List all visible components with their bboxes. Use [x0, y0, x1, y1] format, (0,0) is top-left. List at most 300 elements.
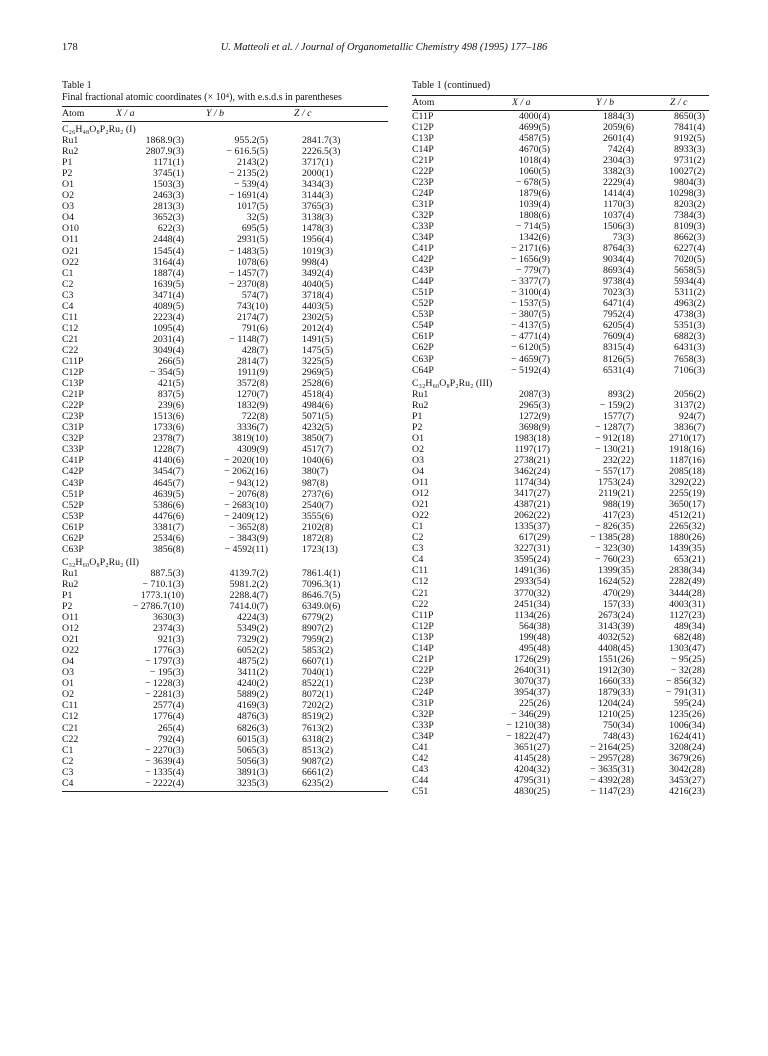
- z-cell: 3144(3): [302, 190, 334, 202]
- x-cell: 3652(3): [152, 212, 184, 224]
- z-cell: 1303(47): [669, 642, 705, 654]
- atom-cell: C23P: [62, 411, 84, 423]
- x-cell: − 5192(4): [511, 364, 550, 376]
- table-row: [412, 576, 709, 587]
- x-cell: 1887(4): [152, 267, 184, 279]
- z-cell: 2710(17): [669, 432, 705, 444]
- table1-continued-header-row: [412, 95, 709, 110]
- z-cell: 8109(3): [673, 220, 705, 232]
- z-cell: 6235(2): [302, 777, 334, 789]
- x-cell: 4587(5): [518, 132, 550, 144]
- table-row: [412, 654, 709, 665]
- table-row: [412, 254, 709, 265]
- z-cell: 3555(6): [302, 510, 334, 522]
- z-cell: 8662(3): [673, 232, 705, 244]
- atom-cell: C53P: [412, 309, 434, 321]
- x-cell: 4476(6): [152, 510, 184, 522]
- y-cell: 8764(3): [602, 243, 634, 255]
- atom-cell: P1: [62, 157, 73, 169]
- table-row: [412, 698, 709, 709]
- x-cell: 199(48): [518, 631, 550, 643]
- y-cell: 1506(3): [602, 220, 634, 232]
- x-cell: − 2171(6): [511, 243, 550, 255]
- table-row: [62, 656, 388, 667]
- atom-cell: C1: [62, 744, 74, 756]
- table1-caption: Final fractional atomic coordinates (× 10⁴), with e.s.d.s in parentheses: [62, 91, 342, 103]
- table1-body: [62, 122, 388, 789]
- x-cell: 1503(3): [152, 179, 184, 191]
- z-cell: − 791(31): [666, 686, 705, 698]
- z-cell: 3453(27): [669, 775, 705, 787]
- y-cell: 7609(4): [602, 331, 634, 343]
- z-cell: 4963(2): [673, 298, 705, 310]
- table-row: [412, 764, 709, 775]
- x-cell: 2738(21): [514, 454, 550, 466]
- atom-cell: C61P: [62, 521, 84, 533]
- y-cell: 6471(4): [602, 298, 634, 310]
- page-header: [62, 42, 706, 58]
- z-cell: 1872(8): [302, 532, 334, 544]
- table-row: [62, 268, 388, 279]
- y-cell: 1078(6): [236, 256, 268, 268]
- atom-cell: P2: [62, 168, 73, 180]
- z-cell: 9731(2): [673, 154, 705, 166]
- z-cell: 1187(16): [669, 454, 705, 466]
- x-cell: 4145(28): [514, 753, 550, 765]
- x-cell: 4204(32): [514, 764, 550, 776]
- atom-cell: Ru2: [62, 146, 79, 158]
- y-cell: 4408(45): [598, 642, 634, 654]
- y-cell: 4875(2): [236, 656, 268, 668]
- table-row: [62, 157, 388, 168]
- x-cell: 2378(7): [152, 433, 184, 445]
- atom-cell: Ru1: [412, 388, 429, 400]
- y-cell: 4876(3): [236, 711, 268, 723]
- atom-cell: C24P: [412, 187, 434, 199]
- x-cell: 421(5): [157, 378, 184, 390]
- table-row: [62, 466, 388, 477]
- atom-cell: C13P: [412, 132, 434, 144]
- y-cell: 7414.0(7): [229, 601, 268, 613]
- x-cell: 1983(18): [514, 432, 550, 444]
- z-cell: 4518(4): [302, 389, 334, 401]
- z-cell: − 32(28): [670, 664, 705, 676]
- atom-cell: C54P: [412, 320, 434, 332]
- z-cell: 2969(5): [302, 367, 334, 379]
- atom-cell: O3: [412, 454, 424, 466]
- z-cell: 987(8): [302, 477, 329, 489]
- z-cell: 8646.7(5): [302, 589, 341, 601]
- atom-cell: C2: [412, 532, 424, 544]
- atom-cell: C51P: [412, 287, 434, 299]
- y-cell: − 4592(11): [224, 543, 268, 555]
- z-cell: 924(7): [678, 410, 705, 422]
- table-row: [412, 643, 709, 654]
- x-cell: 4670(5): [518, 143, 550, 155]
- atom-cell: C22P: [412, 664, 434, 676]
- atom-cell: Ru2: [62, 578, 79, 590]
- atom-cell: C12: [412, 576, 429, 588]
- y-cell: 2814(7): [236, 355, 268, 367]
- x-cell: 3651(27): [514, 742, 550, 754]
- y-cell: 1832(9): [236, 400, 268, 412]
- table-row: [412, 775, 709, 786]
- x-cell: 1491(36): [514, 565, 550, 577]
- z-cell: 489(34): [673, 620, 705, 632]
- atom-cell: C3: [412, 543, 424, 555]
- table-row: [412, 133, 709, 144]
- y-cell: 9738(4): [602, 276, 634, 288]
- y-cell: 6826(3): [236, 722, 268, 734]
- atom-cell: C11: [62, 700, 78, 712]
- atom-cell: C34P: [412, 731, 434, 743]
- x-cell: 265(4): [157, 722, 184, 734]
- x-cell: 3770(32): [514, 587, 550, 599]
- x-cell: 1228(7): [152, 444, 184, 456]
- table-row: [62, 723, 388, 734]
- y-cell: 791(6): [241, 322, 268, 334]
- atom-cell: C43P: [412, 265, 434, 277]
- table-row: [412, 565, 709, 576]
- y-cell: 9034(4): [602, 254, 634, 266]
- x-cell: − 1797(3): [145, 656, 184, 668]
- x-cell: − 2786.7(10): [132, 601, 184, 613]
- x-cell: 1018(4): [518, 154, 550, 166]
- x-cell: 617(29): [518, 532, 550, 544]
- atom-cell: C4: [412, 554, 424, 566]
- table-row: [412, 199, 709, 210]
- y-cell: − 826(35): [595, 521, 634, 533]
- z-cell: 7096.3(1): [302, 578, 341, 590]
- y-cell: 574(7): [241, 289, 268, 301]
- y-cell: 2288.4(7): [229, 589, 268, 601]
- compound-formula: C₃₂H₆₀O₈P₂Ru₂ (III): [412, 377, 493, 389]
- z-cell: − 95(25): [670, 653, 705, 665]
- y-cell: 232(22): [602, 454, 634, 466]
- y-cell: 417(23): [602, 510, 634, 522]
- table1-header-row: [62, 107, 388, 122]
- table-row: [412, 342, 709, 353]
- atom-cell: C41P: [62, 455, 84, 467]
- table-row: [412, 477, 709, 488]
- table-row: [62, 146, 388, 157]
- atom-cell: C32P: [412, 709, 434, 721]
- table-row: [62, 544, 388, 555]
- x-cell: 2062(22): [514, 510, 550, 522]
- z-cell: 3850(7): [302, 433, 334, 445]
- table-row: [62, 356, 388, 367]
- atom-cell: P2: [62, 601, 73, 613]
- x-cell: 1776(4): [152, 711, 184, 723]
- z-cell: 2226.5(3): [302, 146, 341, 158]
- x-cell: 1342(6): [518, 232, 550, 244]
- z-cell: 998(4): [302, 256, 329, 268]
- x-cell: 3595(24): [514, 554, 550, 566]
- atom-cell: C64P: [412, 364, 434, 376]
- z-cell: 8513(2): [302, 744, 334, 756]
- atom-cell: O4: [412, 466, 424, 477]
- z-cell: 1956(4): [302, 234, 334, 246]
- y-cell: 8693(4): [602, 265, 634, 277]
- header-atom: Atom: [62, 108, 85, 119]
- z-cell: 2282(49): [669, 576, 705, 588]
- x-cell: 3227(31): [514, 543, 550, 555]
- y-cell: 2673(24): [598, 609, 634, 621]
- y-cell: 3819(10): [232, 433, 268, 445]
- y-cell: 1879(33): [598, 686, 634, 698]
- y-cell: − 616.5(5): [226, 146, 268, 158]
- y-cell: − 2076(8): [229, 488, 268, 500]
- table1-continued-column: [412, 80, 709, 797]
- header-z: Z / c: [294, 108, 312, 119]
- x-cell: 1174(34): [514, 477, 550, 489]
- y-cell: − 4392(28): [590, 775, 634, 787]
- atom-cell: C4: [62, 777, 74, 789]
- table-row: [412, 110, 709, 122]
- table-row: [62, 223, 388, 234]
- z-cell: 1006(34): [669, 720, 705, 732]
- table-row: [412, 276, 709, 287]
- atom-cell: C62P: [412, 342, 434, 354]
- x-cell: 2807.9(3): [145, 146, 184, 158]
- atom-cell: C31P: [412, 697, 434, 709]
- table-row: [62, 568, 388, 579]
- x-cell: 3417(27): [514, 488, 550, 500]
- table-row: [62, 634, 388, 645]
- table1: [62, 106, 388, 789]
- z-cell: 1491(5): [302, 333, 334, 345]
- table-row: [62, 711, 388, 722]
- y-cell: − 760(23): [595, 554, 634, 566]
- table-row: [412, 444, 709, 455]
- y-cell: 4224(3): [236, 612, 268, 624]
- z-cell: 3292(22): [669, 477, 705, 489]
- atom-cell: C52P: [62, 499, 84, 511]
- y-cell: 4139.7(2): [229, 567, 268, 579]
- x-cell: 792(4): [157, 733, 184, 745]
- y-cell: 1399(35): [598, 565, 634, 577]
- y-cell: 32(5): [246, 212, 268, 224]
- table-row: [412, 309, 709, 320]
- y-cell: 2601(4): [602, 132, 634, 144]
- atom-cell: C13P: [412, 631, 434, 643]
- atom-cell: C33P: [62, 444, 84, 456]
- z-cell: 9804(3): [673, 176, 705, 188]
- x-cell: 3462(24): [514, 466, 550, 477]
- x-cell: 2463(3): [152, 190, 184, 202]
- z-cell: 5311(2): [674, 287, 705, 299]
- table-row: [412, 298, 709, 309]
- x-cell: 1272(9): [518, 410, 550, 422]
- x-cell: 2451(34): [514, 598, 550, 610]
- table-row: [412, 331, 709, 342]
- table1-continued: [412, 95, 709, 798]
- z-cell: 5658(5): [673, 265, 705, 277]
- z-cell: 3717(1): [302, 157, 334, 169]
- x-cell: 2087(3): [518, 388, 550, 400]
- section-label-row: [412, 376, 709, 389]
- x-cell: 3745(1): [152, 168, 184, 180]
- atom-cell: C22: [62, 344, 79, 356]
- z-cell: 2302(5): [302, 311, 334, 323]
- atom-cell: C32P: [62, 433, 84, 445]
- atom-cell: C12P: [412, 620, 434, 632]
- table-row: [412, 665, 709, 676]
- atom-cell: C42P: [412, 254, 434, 266]
- y-cell: 750(34): [602, 720, 634, 732]
- y-cell: 3572(8): [236, 378, 268, 390]
- y-cell: 3891(3): [236, 766, 268, 778]
- y-cell: − 3652(8): [229, 521, 268, 533]
- x-cell: 1808(6): [518, 209, 550, 221]
- atom-cell: O21: [62, 634, 79, 646]
- atom-cell: O22: [62, 256, 79, 268]
- x-cell: 1773.1(10): [140, 589, 184, 601]
- atom-cell: O21: [412, 499, 429, 511]
- x-cell: 2933(54): [514, 576, 550, 588]
- z-cell: 4216(23): [669, 786, 705, 798]
- x-cell: 1879(6): [518, 187, 550, 199]
- atom-cell: P1: [62, 589, 73, 601]
- atom-cell: C12: [62, 711, 79, 723]
- atom-cell: C21P: [412, 154, 434, 166]
- y-cell: 7329(2): [236, 634, 268, 646]
- y-cell: 1204(24): [598, 697, 634, 709]
- z-cell: 2255(19): [669, 488, 705, 500]
- table-row: [412, 543, 709, 554]
- atom-cell: C43: [412, 764, 429, 776]
- z-cell: 380(7): [302, 466, 329, 478]
- z-cell: 2841.7(3): [302, 135, 341, 147]
- atom-cell: C44: [412, 775, 429, 787]
- z-cell: 3718(4): [302, 289, 334, 301]
- atom-cell: C21P: [62, 389, 84, 401]
- atom-cell: O1: [62, 678, 74, 690]
- atom-cell: C23P: [412, 675, 434, 687]
- z-cell: 3042(28): [669, 764, 705, 776]
- y-cell: 1884(3): [602, 110, 634, 122]
- atom-cell: C11: [412, 565, 428, 577]
- y-cell: − 3635(31): [590, 764, 634, 776]
- z-cell: 682(48): [673, 631, 705, 643]
- table-row: [412, 188, 709, 199]
- atom-cell: C1: [412, 521, 424, 533]
- y-cell: 742(4): [607, 143, 634, 155]
- atom-cell: C21: [62, 722, 79, 734]
- table-row: [412, 709, 709, 720]
- y-cell: 1270(7): [236, 389, 268, 401]
- x-cell: − 1537(5): [511, 298, 550, 310]
- x-cell: − 3100(4): [511, 287, 550, 299]
- z-cell: 7861.4(1): [302, 567, 341, 579]
- atom-cell: O11: [62, 234, 79, 246]
- table-row: [412, 221, 709, 232]
- table-row: [62, 601, 388, 612]
- compound-formula: C₂₆H₄₈O₈P₂Ru₂ (I): [62, 124, 136, 135]
- y-cell: 743(10): [236, 300, 268, 312]
- page-number: 178: [62, 42, 78, 53]
- z-cell: 5853(2): [302, 645, 334, 657]
- table-row: [62, 301, 388, 312]
- y-cell: 5349(2): [236, 623, 268, 635]
- table-row: [412, 676, 709, 687]
- x-cell: 239(6): [157, 400, 184, 412]
- atom-cell: O4: [62, 656, 74, 668]
- table-row: [412, 422, 709, 433]
- y-cell: 6052(2): [236, 645, 268, 657]
- x-cell: − 3807(5): [511, 309, 550, 321]
- y-cell: 4240(2): [236, 678, 268, 690]
- x-cell: − 1822(47): [506, 731, 550, 743]
- x-cell: 1197(17): [514, 443, 550, 455]
- table-row: [412, 232, 709, 243]
- table-row: [62, 323, 388, 334]
- atom-cell: P2: [412, 421, 423, 433]
- x-cell: 1060(5): [518, 165, 550, 177]
- atom-cell: C51P: [62, 488, 84, 500]
- x-cell: − 4659(7): [511, 353, 550, 365]
- running-head: U. Matteoli et al. / Journal of Organometallic Chemistry 498 (1995) 177–186: [220, 42, 548, 53]
- x-cell: 1639(5): [152, 278, 184, 290]
- z-cell: 7959(2): [302, 634, 334, 646]
- atom-cell: C22P: [412, 165, 434, 177]
- atom-cell: O12: [412, 488, 429, 500]
- x-cell: 3856(8): [152, 543, 184, 555]
- z-cell: 7040(1): [302, 667, 334, 679]
- z-cell: 4512(21): [669, 510, 705, 522]
- y-cell: 695(5): [241, 223, 268, 235]
- y-cell: 3235(3): [236, 777, 268, 789]
- x-cell: 622(3): [157, 223, 184, 235]
- x-cell: − 4771(4): [511, 331, 550, 343]
- atom-cell: C32P: [412, 209, 434, 221]
- y-cell: 4309(9): [236, 444, 268, 456]
- atom-cell: O11: [62, 612, 79, 624]
- z-cell: 8522(1): [302, 678, 334, 690]
- table-row: [412, 433, 709, 444]
- table-row: [62, 246, 388, 257]
- x-cell: 266(5): [157, 355, 184, 367]
- y-cell: − 2135(2): [229, 168, 268, 180]
- x-cell: 921(3): [157, 634, 184, 646]
- x-cell: 1095(4): [152, 322, 184, 334]
- x-cell: − 1228(3): [145, 678, 184, 690]
- atom-cell: C13P: [62, 378, 84, 390]
- y-cell: 73(3): [612, 232, 634, 244]
- y-cell: 2931(5): [236, 234, 268, 246]
- x-cell: − 2270(3): [145, 744, 184, 756]
- z-cell: 8072(1): [302, 689, 334, 701]
- table-row: [412, 177, 709, 188]
- y-cell: − 1287(7): [595, 421, 634, 433]
- table-row: [412, 554, 709, 565]
- z-cell: 2838(34): [669, 565, 705, 577]
- y-cell: − 130(21): [595, 443, 634, 455]
- atom-cell: O22: [412, 510, 429, 522]
- y-cell: 1577(7): [602, 410, 634, 422]
- table-row: [62, 367, 388, 378]
- z-cell: 3492(4): [302, 267, 334, 279]
- z-cell: 2102(8): [302, 521, 334, 533]
- atom-cell: P1: [412, 410, 423, 422]
- x-cell: 4140(6): [152, 455, 184, 467]
- table-row: [62, 345, 388, 356]
- atom-cell: O2: [62, 190, 74, 202]
- z-cell: − 856(32): [666, 675, 705, 687]
- y-cell: 2119(21): [598, 488, 634, 500]
- y-cell: 3382(3): [602, 165, 634, 177]
- x-cell: 2223(4): [152, 311, 184, 323]
